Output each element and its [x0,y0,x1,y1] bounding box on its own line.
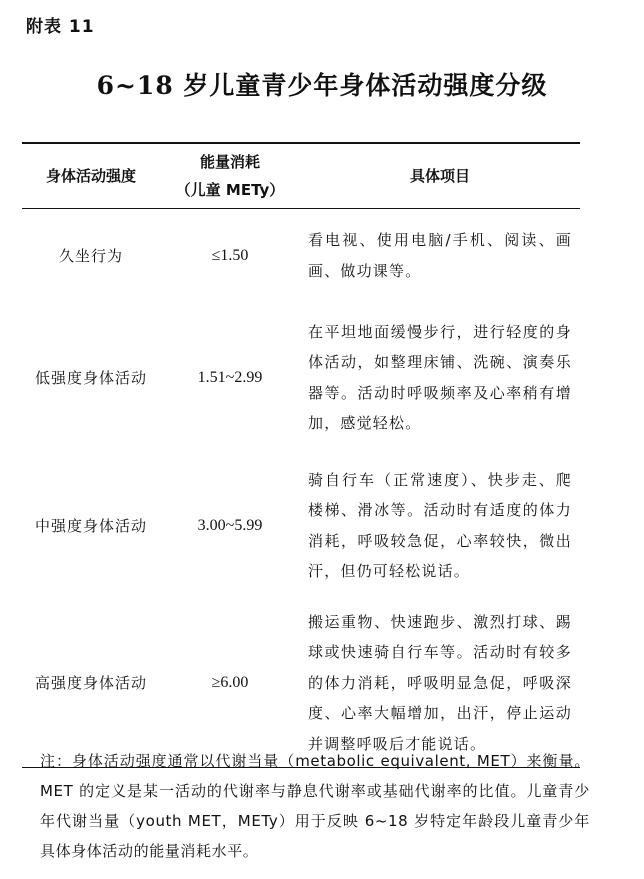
appendix-label: 附表 11 [26,17,95,37]
table-footnote: 注：身体活动强度通常以代谢当量（metabolic equivalent, MET）来衡量。MET 的定义是某一活动的代谢率与静息代谢率或基础代谢率的比值。儿童青少年代谢当量（youth MET，METy）用于反映 6~18 岁特定年龄段儿童青少年具体身体活动的能量消耗水平。 [40,752,590,860]
row-description: 在平坦地面缓慢步行，进行轻度的身体活动，如整理床铺、洗碗、演奏乐器等。活动时呼吸频率及心率稍有增加，感觉轻松。 [308,322,572,432]
row-description: 骑自行车（正常速度）、快步走、爬楼梯、滑冰等。活动时有适度的体力消耗，呼吸较急促，心率较快，微出汗，但仍可轻松说话。 [308,470,572,580]
row-intensity-name: 久坐行为 [58,247,123,266]
page-title: 6~18 岁儿童青少年身体活动强度分级 [96,71,548,100]
row-energy-value: 3.00~5.99 [197,516,263,534]
row-description: 看电视、使用电脑/手机、阅读、画画、做功课等。 [308,231,572,280]
row-energy-value: ≤1.50 [211,246,249,264]
row-description: 搬运重物、快速跑步、激烈打球、踢球或快速骑自行车等。活动时有较多的体力消耗，呼吸明显急促，呼吸深度、心率大幅增加，出汗，停止运动并调整呼吸后才能说话。 [308,612,572,753]
header-energy [160,143,300,209]
row-intensity-name: 中强度身体活动 [34,517,147,535]
row-intensity-name: 低强度身体活动 [34,369,147,387]
header-energy-line1: 能量消耗 [199,153,260,171]
row-energy-value: ≥6.00 [211,673,249,691]
row-energy-value: 1.51~2.99 [197,368,263,386]
table-row [22,599,580,768]
table-row [22,209,580,303]
table-row [22,453,580,599]
row-intensity-name: 高强度身体活动 [34,674,147,693]
table-header-row [22,143,580,209]
activity-intensity-table [22,142,580,768]
header-items: 具体项目 [409,167,470,185]
header-energy-line2: （儿童 METy） [175,181,285,199]
header-intensity: 身体活动强度 [45,167,136,185]
table-row [22,303,580,453]
